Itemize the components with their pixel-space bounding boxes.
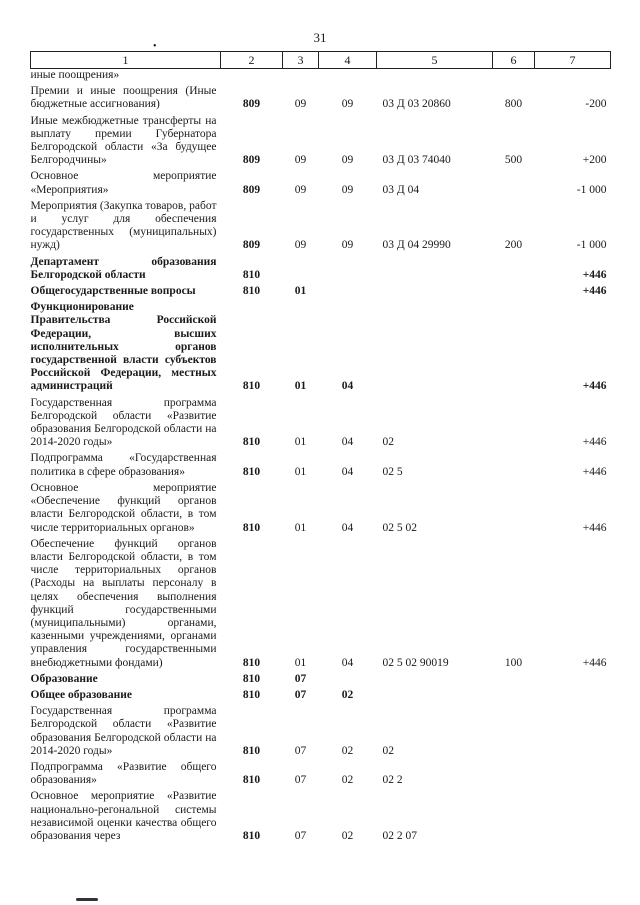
row-ministry-code: 810 [242,829,261,842]
row-amount: -1 000 [576,239,607,252]
header-col-5: 5 [377,52,493,69]
row-description: Государственная программа Белгородской области «Развитие образования Белгородской области на 2014-2020 годы» [30,705,217,757]
row-expense-type [493,787,535,843]
header-col-1: 1 [31,52,221,69]
row-expense-type [493,69,535,83]
row-amount: +200 [582,154,607,167]
header-col-7: 7 [535,52,611,69]
row-amount: +446 [582,436,607,449]
table-row [31,69,611,83]
table-row [31,253,611,282]
row-amount [535,686,611,702]
row-amount: -1 000 [576,183,607,196]
row-description: Основное мероприятие «Обеспечение функций органов власти Белгородской области, в том числе территориальных органов» [30,481,217,534]
header-col-3: 3 [283,52,319,69]
row-subsection-code: 04 [341,380,354,393]
row-section-code: 07 [294,829,307,842]
row-amount [535,702,611,758]
row-expense-type [493,282,535,298]
row-section-code: 01 [294,285,307,298]
row-ministry-code: 810 [242,656,261,669]
row-target-article: 03 Д 04 [382,183,420,196]
row-description: Основное мероприятие «Мероприятия» [30,170,217,196]
row-subsection-code: 02 [341,774,354,787]
row-ministry-code: 810 [242,465,261,478]
table-row [31,686,611,702]
row-ministry-code: 810 [242,380,261,393]
row-amount: +446 [582,285,607,298]
table-header [31,52,611,69]
row-section-code: 07 [294,774,307,787]
row-description: Государственная программа Белгородской области «Развитие образования Белгородской области на 2014-2020 годы» [30,396,217,449]
row-ministry-code: 809 [242,154,261,167]
table-row [31,197,611,253]
row-target-article: 02 [382,744,394,757]
row-expense-type [493,253,535,282]
row-ministry-code: 810 [242,774,261,787]
row-ministry-code: 810 [242,672,261,685]
row-target-article: 02 2 [382,774,403,787]
row-target-article [377,670,493,686]
row-subsection-code: 02 [341,688,354,701]
row-ministry-code: 810 [242,285,261,298]
table-body [31,69,611,844]
table-row [31,479,611,535]
row-amount [535,69,611,83]
row-section-code: 09 [294,154,307,167]
row-subsection-code [319,253,377,282]
row-target-article: 03 Д 04 29990 [382,239,451,252]
row-ministry-code [221,69,283,83]
table-row [31,167,611,196]
row-amount: +446 [582,465,607,478]
row-ministry-code: 810 [242,521,261,534]
row-section-code: 01 [294,521,307,534]
budget-table [30,51,611,843]
row-description: Мероприятия (Закупка товаров, работ и услуг для обеспечения государственных (муниципальных) нужд) [30,199,217,252]
row-amount: +446 [582,656,607,669]
row-amount [535,758,611,787]
row-description: Образование [30,672,98,685]
row-ministry-code: 809 [242,98,261,111]
row-section-code: 09 [294,239,307,252]
row-ministry-code: 809 [242,183,261,196]
row-description: Основное мероприятие «Развитие национально-регональной системы независимой оценки качества общего образования через [30,790,217,842]
row-description: Иные межбюджетные трансферты на выплату премии Губернатора Белгородской области «За будущее Белгородчины» [30,114,217,167]
row-expense-type: 500 [504,154,523,167]
row-expense-type [493,449,535,478]
row-target-article [377,282,493,298]
row-expense-type [493,686,535,702]
table-row [31,670,611,686]
row-description: Общее образование [30,688,132,701]
row-section-code: 07 [294,744,307,757]
row-target-article: 03 Д 03 74040 [382,154,451,167]
table-row [31,535,611,670]
row-amount: +446 [582,268,607,281]
table-row [31,298,611,393]
row-ministry-code: 810 [242,744,261,757]
table-row [31,112,611,168]
row-expense-type [493,167,535,196]
row-amount [535,787,611,843]
row-target-article [377,298,493,393]
table-row [31,702,611,758]
row-ministry-code: 810 [242,268,261,281]
scan-dot-mark: • [153,41,157,52]
row-expense-type: 200 [504,239,523,252]
row-expense-type [493,479,535,535]
row-description: Департамент образования Белгородской области [30,255,217,281]
page-number: 31 [313,30,327,45]
row-target-article [377,253,493,282]
row-amount: -200 [585,98,607,111]
row-description: Общегосударственные вопросы [30,285,196,298]
header-col-6: 6 [493,52,535,69]
row-subsection-code: 04 [341,656,354,669]
table-row [31,449,611,478]
row-description: Подпрограмма «Развитие общего образования» [30,760,217,787]
row-ministry-code: 810 [242,436,261,449]
table-row [31,758,611,787]
row-section-code: 01 [294,656,307,669]
row-subsection-code: 04 [341,465,354,478]
row-target-article: 02 [382,436,394,449]
row-subsection-code: 02 [341,829,354,842]
row-amount [535,670,611,686]
row-section-code [283,253,319,282]
row-section-code [283,69,319,83]
table-row [31,787,611,843]
row-section-code: 07 [294,688,307,701]
row-subsection-code: 09 [341,183,354,196]
row-expense-type [493,702,535,758]
row-subsection-code: 09 [341,98,354,111]
row-target-article: 02 5 [382,465,403,478]
row-section-code: 09 [294,183,307,196]
row-subsection-code: 02 [341,744,354,757]
row-ministry-code: 809 [242,239,261,252]
row-target-article [377,69,493,83]
row-description: Обеспечение функций органов власти Белгородской области, в том числе территориальных органов (Расходы на выплаты персоналу в целях обеспечения выполнения функций государственными (муниципальными) органами, казенными учреждениями, органами управления государственными внебюджетными фондами) [30,537,217,669]
row-expense-type [493,758,535,787]
row-subsection-code [319,670,377,686]
row-expense-type: 800 [504,98,523,111]
table-row [31,282,611,298]
table-row [31,394,611,450]
table-row [31,82,611,111]
row-description: Премии и иные поощрения (Иные бюджетные ассигнования) [30,85,217,111]
row-subsection-code: 04 [341,436,354,449]
row-target-article: 02 5 02 [382,521,417,534]
row-target-article: 02 2 07 [382,829,417,842]
header-col-2: 2 [221,52,283,69]
row-expense-type [493,670,535,686]
row-subsection-code: 09 [341,239,354,252]
row-expense-type: 100 [504,656,523,669]
row-amount: +446 [582,380,607,393]
row-section-code: 01 [294,380,307,393]
row-subsection-code [319,69,377,83]
row-amount: +446 [582,521,607,534]
margin-scribble [76,898,98,901]
row-expense-type [493,298,535,393]
row-section-code: 07 [294,672,307,685]
row-ministry-code: 810 [242,688,261,701]
row-expense-type [493,394,535,450]
row-subsection-code: 04 [341,521,354,534]
row-target-article: 02 5 02 90019 [382,656,449,669]
row-subsection-code [319,282,377,298]
row-section-code: 01 [294,436,307,449]
row-description: Функционирование Правительства Российской Федерации, высших исполнительных органов государственной власти субъектов Российской Федерации, местных администраций [30,301,217,393]
row-subsection-code: 09 [341,154,354,167]
row-description: иные поощрения» [30,69,120,81]
row-section-code: 01 [294,465,307,478]
row-description: Подпрограмма «Государственная политика в сфере образования» [30,452,217,478]
header-col-4: 4 [319,52,377,69]
row-section-code: 09 [294,98,307,111]
row-target-article [377,686,493,702]
row-target-article: 03 Д 03 20860 [382,98,451,111]
